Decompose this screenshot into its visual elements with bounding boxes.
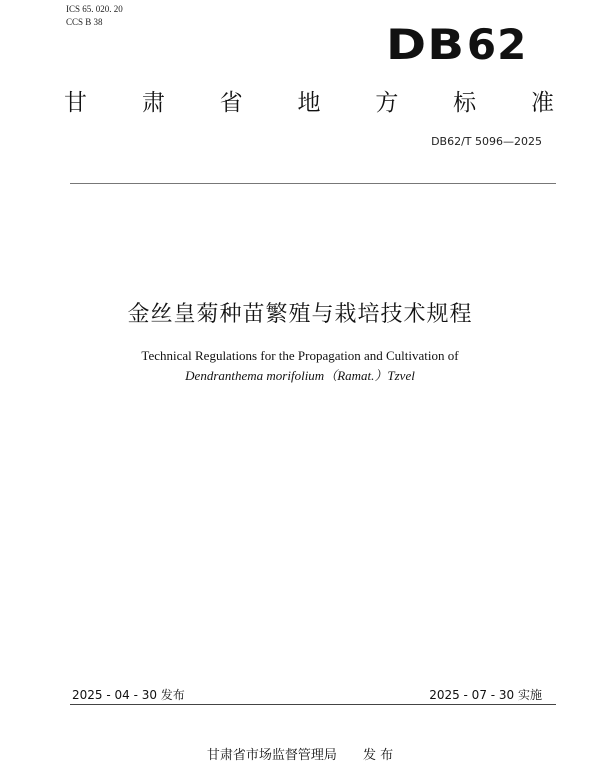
implementation-date: 2025 - 07 - 30 实施 [429, 688, 542, 702]
db-logo-number: 62 [466, 20, 528, 69]
standard-kind-char: 准 [530, 90, 554, 116]
title-chinese: 金丝皇菊种苗繁殖与栽培技术规程 [127, 302, 473, 327]
db-logo [386, 20, 527, 69]
standard-number: DB62/T 5096—2025 [431, 135, 542, 148]
standard-kind-char: 地 [297, 90, 321, 116]
title-english-line2: Dendranthema morifolium（Ramat.）Tzvel [185, 368, 415, 383]
title-english [0, 346, 600, 386]
standard-kind-char: 甘 [64, 90, 87, 116]
publisher-action: 发 布 [362, 748, 394, 763]
issue-date: 2025 - 04 - 30 发布 [72, 688, 185, 702]
standard-kind [64, 84, 554, 117]
publisher [0, 744, 600, 763]
top-divider [70, 183, 556, 184]
ccs-code: CCS B 38 [66, 17, 103, 27]
db-logo-letters: DB [386, 20, 466, 69]
ics-code: ICS 65. 020. 20 [66, 4, 123, 14]
publisher-org: 甘肃省市场监督管理局 [206, 748, 337, 763]
standard-kind-char: 省 [219, 90, 243, 116]
bottom-divider [70, 704, 556, 705]
title-english-line1: Technical Regulations for the Propagation and Cultivation of [141, 348, 459, 363]
standard-kind-char: 方 [375, 90, 399, 116]
standard-kind-char: 标 [453, 90, 477, 116]
standard-kind-char: 肃 [141, 90, 165, 116]
